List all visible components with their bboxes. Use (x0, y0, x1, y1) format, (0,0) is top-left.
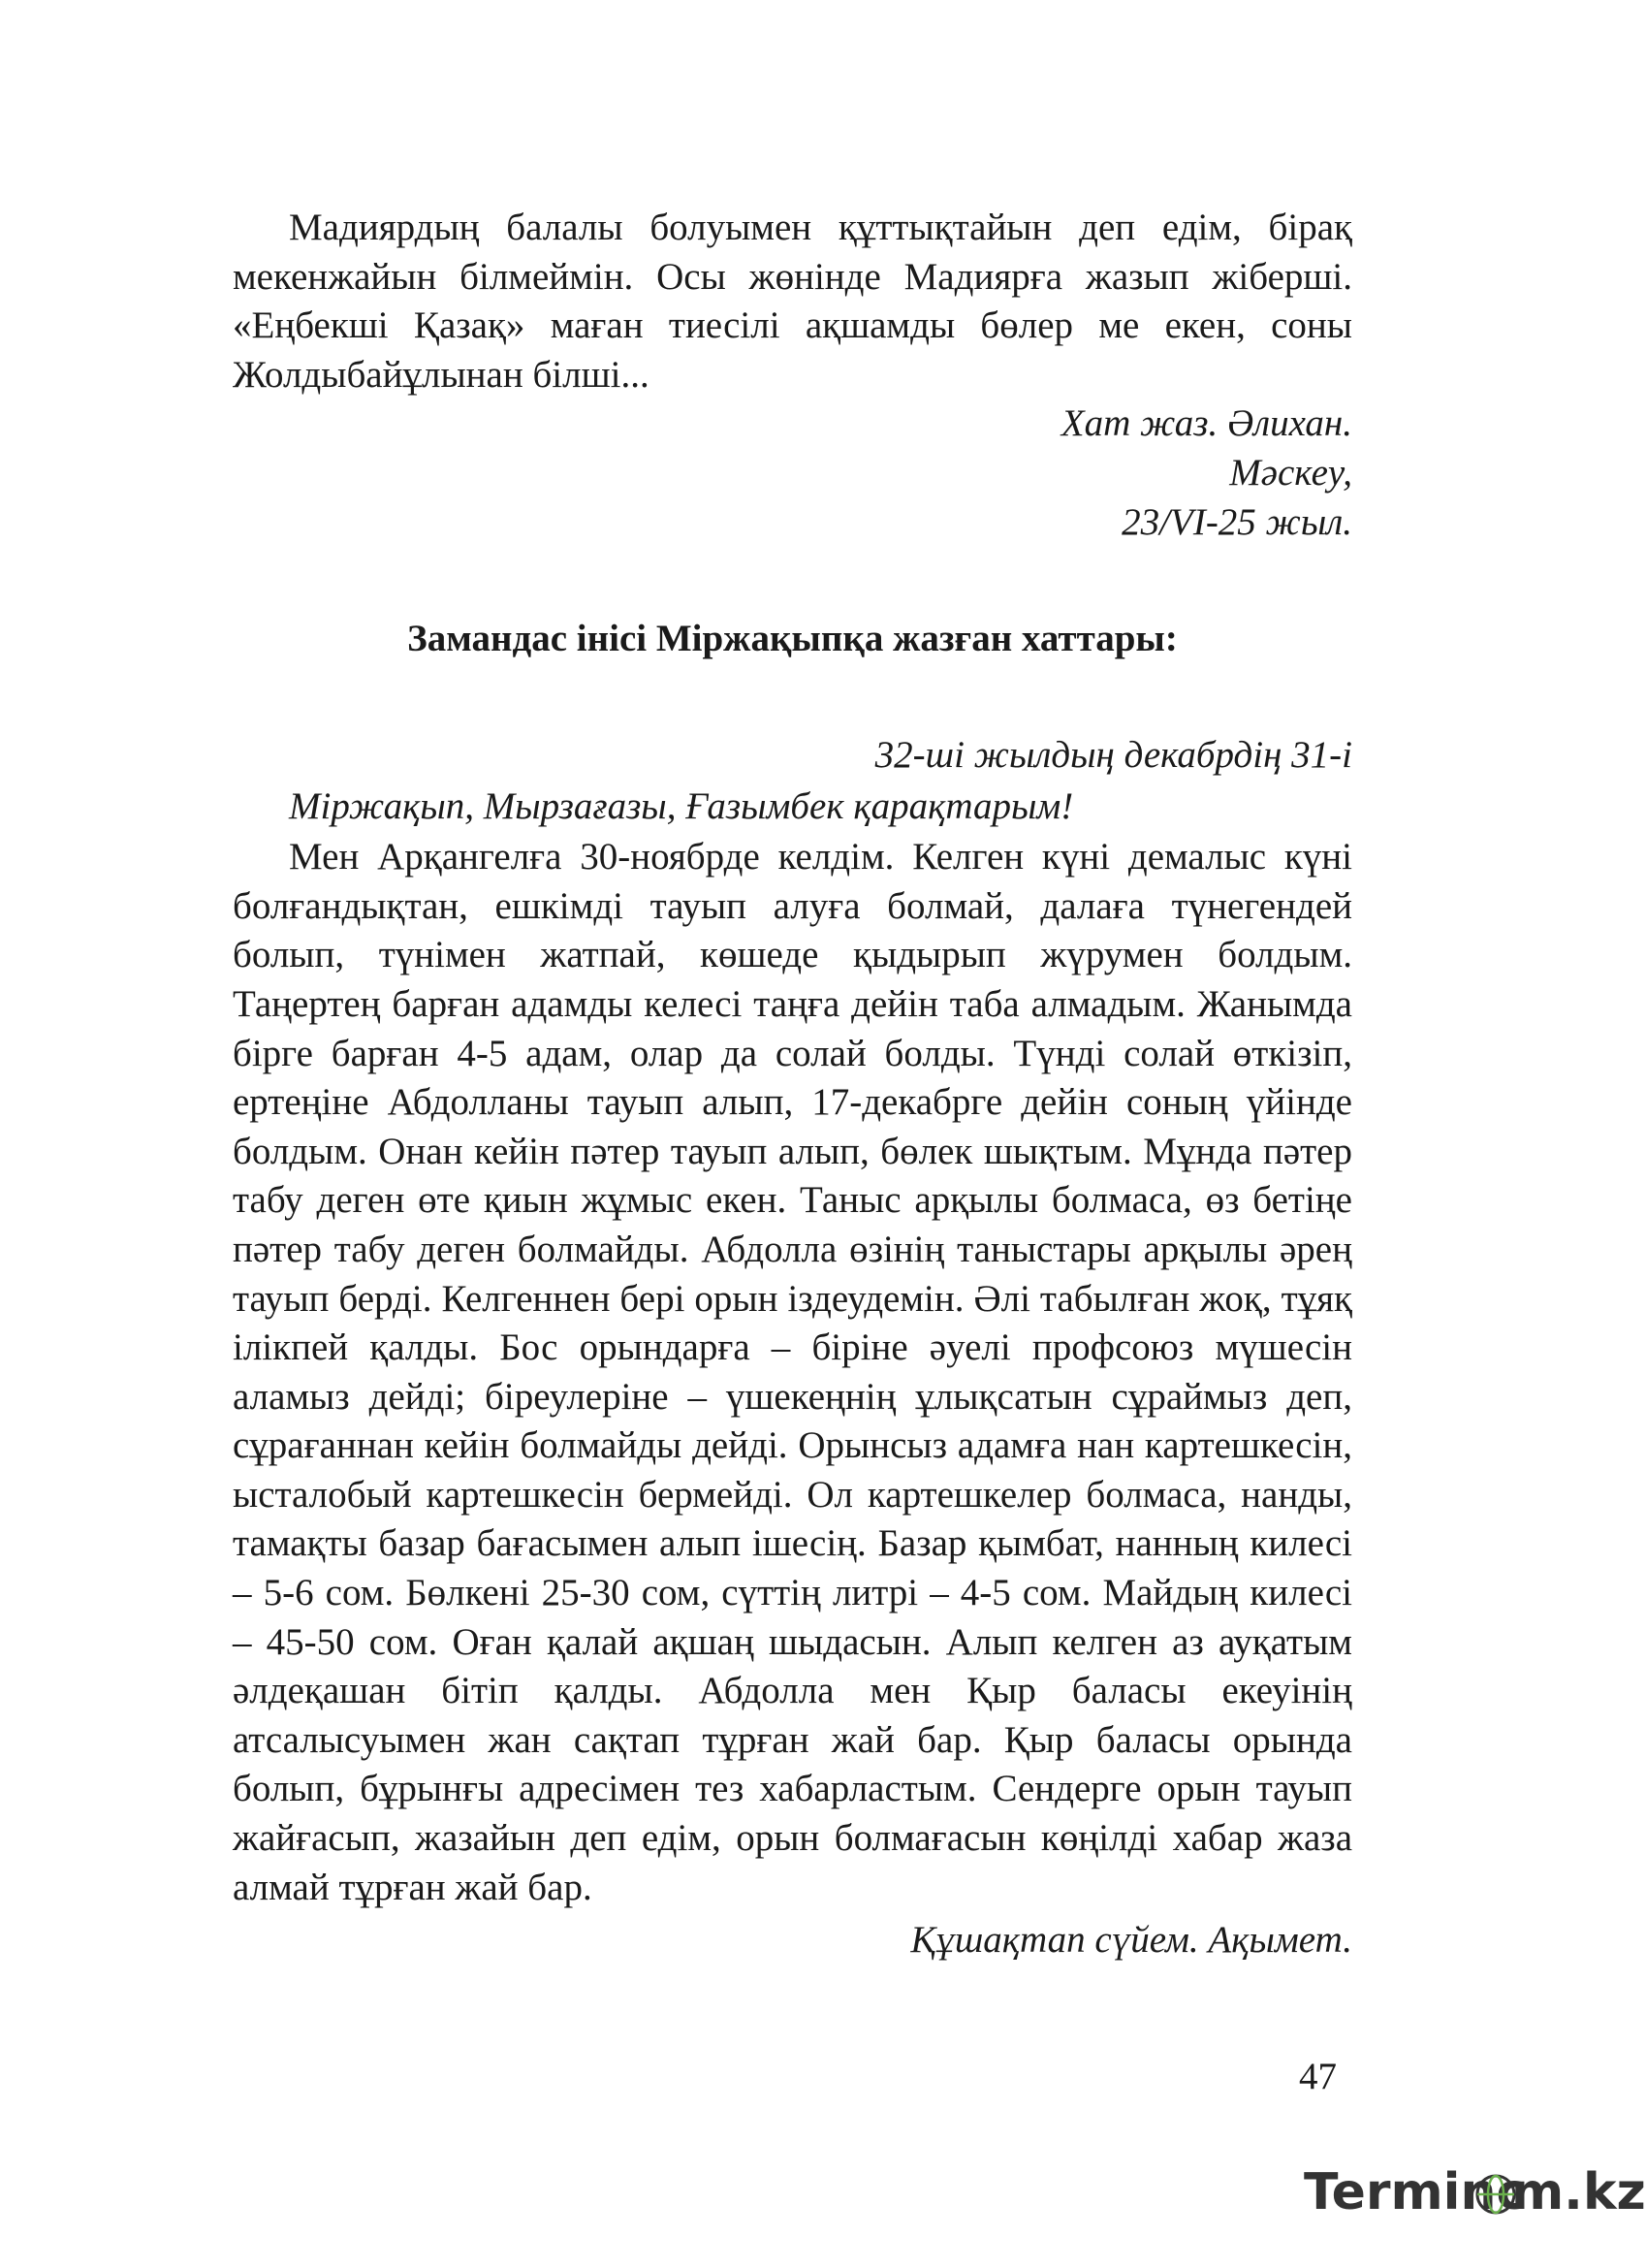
letter-body: Мен Арқангелға 30-ноябрде келдім. Келген күні демалыс күні болғандықтан, ешкімді тауып алуға болмай, далаға түнегендей болып, түнімен жатпай, көшеде қыдырып жүрумен болдым. Таңертең барған адамды келесі таңға дейін таба алмадым. Жанымда бірге барған 4-5 адам, олар да солай болды. Түнді солай өткізіп, ертеңіне Абдолланы тауып алып, 17-декабрге дейін соның үйінде болдым. Онан кейін пәтер тауып алып, бөлек шықтым. Мұнда пәтер табу деген өте қиын жұмыс екен. Таныс арқылы болмаса, өз бетіңе пәтер табу деген болмайды. Абдолла өзінің таныстары арқылы әрең тауып берді. Келгеннен бері орын іздеудемін. Әлі табылған жоқ, тұяқ ілікпей қалды. Бос орындарға – біріне әуелі профсоюз мүшесін аламыз дейді; біреулеріне – үшекеңнің ұлықсатын сұраймыз деп, сұрағаннан кейін болмайды дейді. Орынсыз адамға нан картешкесін, ысталобый картешкесін бермейді. Ол картешкелер болмаса, нанды, тамақты базар бағасымен алып ішесің. Базар қымбат, нанның килесі – 5-6 сом. Бөлкені 25-30 сом, сүттің литрі – 4-5 сом. Майдың килесі – 45-50 сом. Оған қалай ақшаң шыдасын. Алып келген аз ауқатым әлдеқашан бітіп қалды. Абдолла мен Қыр баласы екеуінің атсалысуымен жан сақтап тұрған жай бар. Қыр баласы орында болып, бұрынғы адресімен тез хабарластым. Сендерге орын тауып жайғасып, жазайын деп едім, орын болмағасын көңілді хабар жаза алмай тұрған жай бар. (233, 836, 1352, 1908)
letter-signature: Құшақтап сүйем. Ақымет. (910, 1919, 1352, 1962)
first-signature-line-1: Хат жаз. Әлихан. (1060, 402, 1352, 445)
first-signature-line-2: Мәскеу, (1229, 451, 1352, 494)
watermark-text-left: Terminc (1304, 2163, 1527, 2221)
page-content (233, 204, 1352, 1965)
first-signature-line-3: 23/VI-25 жыл. (1122, 500, 1352, 543)
intro-paragraph: Мадиярдың балалы болуымен құттықтайын деп едім, бірақ мекенжайын білмеймін. Осы жөнінде Мадиярға жазып жіберші. «Еңбекші Қазақ» маған тиесілі ақшамды бөлер ме екен, соны Жолдыбайұлынан білші... (233, 207, 1352, 396)
section-heading: Замандас інісі Міржақыпқа жазған хаттары: (407, 618, 1178, 660)
watermark-text-right: m.kz (1511, 2163, 1646, 2221)
letter-greeting: Міржақып, Мырзағазы, Ғазымбек қарақтарым! (289, 785, 1074, 828)
page-number: 47 (1299, 2056, 1337, 2097)
letter-date: 32-ші жылдың декабрдің 31-і (874, 734, 1352, 777)
site-watermark-logo (1304, 2157, 1646, 2227)
first-signature (233, 399, 1352, 547)
